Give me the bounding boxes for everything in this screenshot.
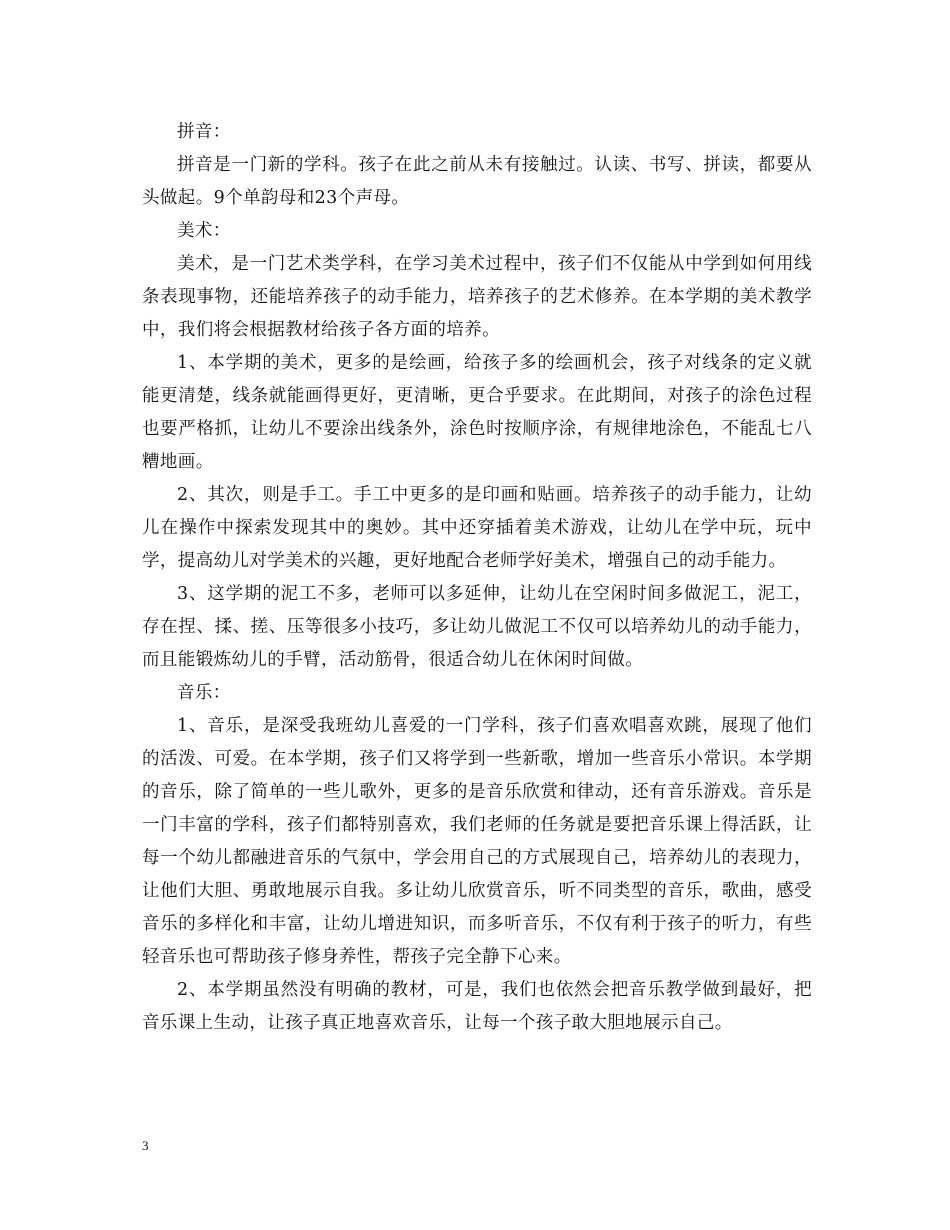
paragraph-art-point-3: 3、这学期的泥工不多，老师可以多延伸，让幼儿在空闲时间多做泥工，泥工，存在捏、揉、搓、压等很多小技巧，多让幼儿做泥工不仅可以培养幼儿的动手能力，而且能锻炼幼儿的手臂，活动筋骨，很适合幼儿在休闲时间做。 [142, 584, 812, 670]
paragraph-art-intro: 美术，是一门艺术类学科，在学习美术过程中，孩子们不仅能从中学到如何用线条表现事物，还能培养孩子的动手能力，培养孩子的艺术修养。在本学期的美术教学中，我们将会根据教材给孩子各方面的培养。 [142, 254, 812, 340]
section-heading-music: 音乐： [177, 683, 231, 703]
document-body [142, 116, 812, 1040]
page-number: 3 [142, 1138, 149, 1153]
paragraph-art-point-2: 2、其次，则是手工。手工中更多的是印画和贴画。培养孩子的动手能力，让幼儿在操作中探索发现其中的奥妙。其中还穿插着美术游戏，让幼儿在学中玩，玩中学，提高幼儿对学美术的兴趣，更好地配合老师学好美术，增强自己的动手能力。 [142, 485, 812, 571]
section-heading-pinyin: 拼音： [177, 122, 231, 142]
paragraph-music-point-2: 2、本学期虽然没有明确的教材，可是，我们也依然会把音乐教学做到最好，把音乐课上生动，让孩子真正地喜欢音乐，让每一个孩子敢大胆地展示自己。 [142, 980, 812, 1033]
paragraph-art-point-1: 1、本学期的美术，更多的是绘画，给孩子多的绘画机会，孩子对线条的定义就能更清楚，线条就能画得更好，更清晰，更合乎要求。在此期间，对孩子的涂色过程也要严格抓，让幼儿不要涂出线条外，涂色时按顺序涂，有规律地涂色，不能乱七八糟地画。 [142, 353, 812, 472]
paragraph-pinyin: 拼音是一门新的学科。孩子在此之前从未有接触过。认读、书写、拼读，都要从头做起。9个单韵母和23个声母。 [142, 155, 812, 208]
paragraph-music-point-1: 1、音乐，是深受我班幼儿喜爱的一门学科，孩子们喜欢唱喜欢跳，展现了他们的活泼、可爱。在本学期，孩子们又将学到一些新歌，增加一些音乐小常识。本学期的音乐，除了简单的一些儿歌外，更多的是音乐欣赏和律动，还有音乐游戏。音乐是一门丰富的学科，孩子们都特别喜欢，我们老师的任务就是要把音乐课上得活跃，让每一个幼儿都融进音乐的气氛中，学会用自己的方式展现自己，培养幼儿的表现力，让他们大胆、勇敢地展示自我。多让幼儿欣赏音乐，听不同类型的音乐，歌曲，感受音乐的多样化和丰富，让幼儿增进知识，而多听音乐，不仅有利于孩子的听力，有些轻音乐也可帮助孩子修身养性，帮孩子完全静下心来。 [142, 716, 812, 967]
section-heading-art: 美术： [177, 221, 231, 241]
